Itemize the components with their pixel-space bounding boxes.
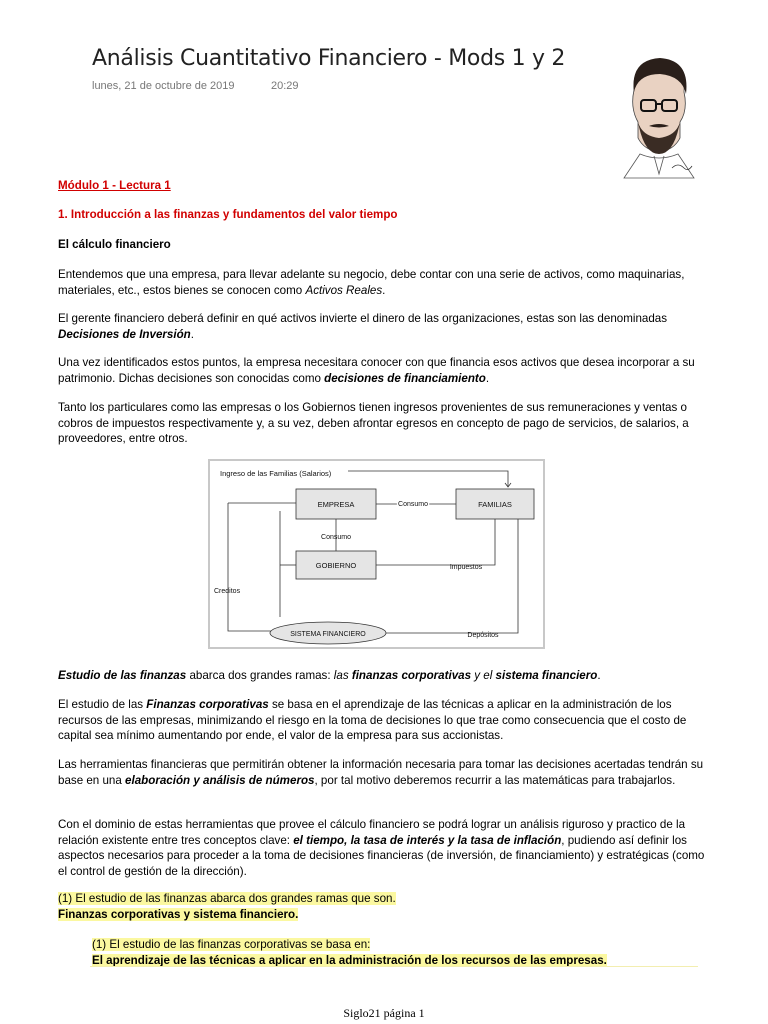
paragraph-3: Una vez identificados estos puntos, la empresa necesitara conocer con que financia esos activos que desea incorporar a su patrimonio. Dichas decisiones son conocidas como decisiones de financiamiento.	[58, 356, 695, 385]
paragraph-4: Tanto los particulares como las empresas o los Gobiernos tienen ingresos provenientes de sus remuneraciones y ventas o cobros de impuestos respectivamente y, a su vez, deben afrontar egresos en concepto de pago de servicios, de salarios, a proveedores, entre otros.	[58, 401, 689, 446]
question-2: (1) El estudio de las finanzas corporativas se basa en: El aprendizaje de las técnicas a aplicar en la administración de los recursos de las empresas.	[92, 938, 607, 967]
consumo-label-1: Consumo	[398, 501, 428, 508]
page-title: Análisis Cuantitativo Financiero - Mods 1 y 2	[92, 46, 566, 71]
diagram-label-salarios: Ingreso de las Familias (Salarios)	[220, 469, 332, 478]
familias-label: FAMILIAS	[478, 500, 512, 509]
empresa-label: EMPRESA	[317, 500, 355, 509]
sistema-label: SISTEMA FINANCIERO	[290, 631, 366, 638]
paragraph-5: Estudio de las finanzas abarca dos grandes ramas: las finanzas corporativas y el sistema financiero.	[58, 669, 601, 682]
paragraph-1: Entendemos que una empresa, para llevar adelante su negocio, debe contar con una serie de activos, como maquinarias, materiales, etc., estos bienes se conocen como Activos Reales.	[58, 268, 685, 297]
note-time: 20:29	[271, 80, 299, 92]
consumo-label-2: Consumo	[321, 534, 351, 541]
paragraph-7: Las herramientas financieras que permitirán obtener la información necesaria para tomar las decisiones acertadas tendrán su base en una elaboración y análisis de números, por tal motivo deberemos recurrir a las matemáticas para trabajarlos.	[58, 758, 704, 787]
subheading: El cálculo financiero	[58, 238, 171, 251]
note-date: lunes, 21 de octubre de 2019	[92, 80, 235, 92]
module-heading: Módulo 1 - Lectura 1	[58, 179, 171, 192]
paragraph-2: El gerente financiero deberá definir en qué activos invierte el dinero de las organizaciones, estas son las denominadas Decisiones de Inversión.	[58, 312, 668, 341]
question-1: (1) El estudio de las finanzas abarca dos grandes ramas que son. Finanzas corporativas y sistema financiero.	[58, 892, 396, 921]
section-heading: 1. Introducción a las finanzas y fundamentos del valor tiempo	[58, 208, 398, 221]
depositos-label: Depósitos	[467, 632, 499, 639]
flow-diagram	[208, 459, 545, 649]
gobierno-label: GOBIERNO	[315, 561, 357, 570]
paragraph-8: Con el dominio de estas herramientas que provee el cálculo financiero se podrá lograr un análisis riguroso y practico de la relación existente entre tres conceptos clave: el tiempo, la tasa de interés y la tasa de inflación, pudiendo así definir los aspectos necesarios para proceder a la toma de decisiones financieras (de inversión, de financiamiento) y estratégicas (como el control de gestión de la dirección).	[58, 818, 705, 878]
paragraph-6: El estudio de las Finanzas corporativas se basa en el aprendizaje de las técnicas a aplicar en la administración de los recursos de las empresas, minimizando el riesgo en la toma de decisiones lo que trae como consecuencia que el costo de capital sea mínimo aumentando por ende, el valor de la empresa para sus accionistas.	[58, 698, 687, 743]
page-footer: Siglo21 página 1	[343, 1006, 425, 1020]
impuestos-label: Impuestos	[449, 564, 483, 571]
divider	[90, 966, 698, 967]
portrait-illustration	[614, 50, 704, 180]
creditos-label: Creditos	[214, 588, 241, 595]
